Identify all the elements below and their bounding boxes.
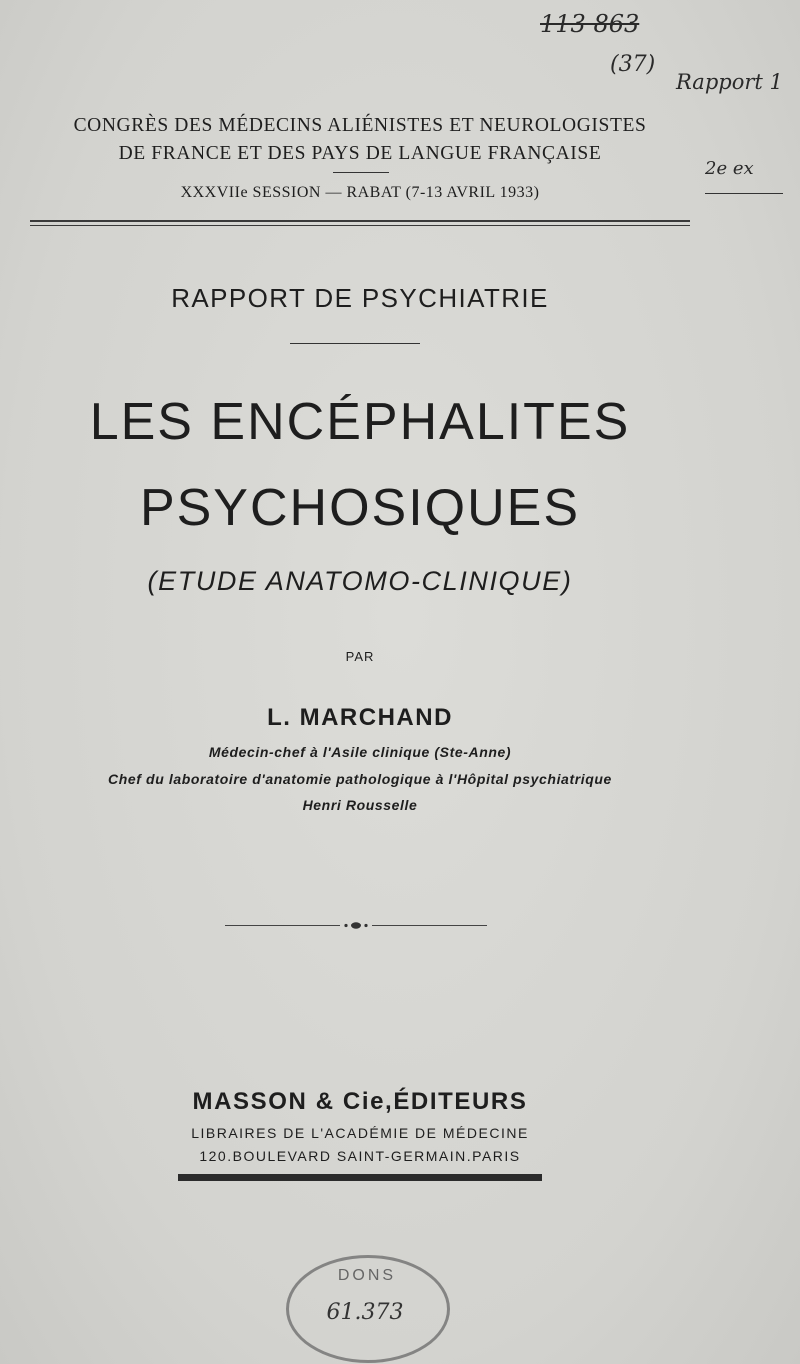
subtitle: (ETUDE ANATOMO-CLINIQUE) <box>147 566 573 596</box>
congress-line-2: DE FRANCE ET DES PAYS DE LANGUE FRANÇAISE <box>118 143 602 164</box>
session-line: XXXVIIe SESSION — RABAT (7-13 AVRIL 1933) <box>180 184 540 201</box>
title-line-1: LES ENCÉPHALITES <box>89 393 631 451</box>
double-rule-bottom <box>30 225 690 226</box>
ornament-line-right <box>372 925 487 926</box>
handwritten-catalog-number: 113 863 <box>540 10 640 38</box>
double-rule-top <box>30 220 690 222</box>
par-label: PAR <box>345 649 375 664</box>
ornament-line-left <box>225 925 340 926</box>
congress-header <box>0 112 720 168</box>
title-line-2: PSYCHOSIQUES <box>139 479 581 537</box>
handwritten-number: (37) <box>610 52 656 77</box>
publisher-line-2: 120.BOULEVARD SAINT-GERMAIN.PARIS <box>199 1148 521 1164</box>
ornament-icon <box>342 921 370 930</box>
author-name: L. MARCHAND <box>267 704 453 731</box>
stamp-label: DONS <box>337 1267 397 1284</box>
publisher-name: MASSON & Cie,ÉDITEURS <box>192 1088 528 1115</box>
publisher-bar <box>178 1174 542 1181</box>
short-rule <box>333 172 389 173</box>
stamp-number: 61.373 <box>326 1300 404 1325</box>
congress-line-1: CONGRÈS DES MÉDECINS ALIÉNISTES ET NEUROLOGISTES <box>73 115 647 136</box>
affiliation-line-3: Henri Rousselle <box>302 797 418 813</box>
affiliation-line-2: Chef du laboratoire d'anatomie pathologique à l'Hôpital psychiatrique <box>108 771 612 787</box>
affiliation-line-1: Médecin-chef à l'Asile clinique (Ste-Anne) <box>208 744 512 760</box>
publisher-line-1: LIBRAIRES DE L'ACADÉMIE DE MÉDECINE <box>191 1125 529 1141</box>
handwritten-exemplaire: 2e ex <box>705 158 754 179</box>
handwritten-rapport: Rapport 1 <box>676 70 783 94</box>
divider-rule <box>290 343 420 344</box>
report-type: RAPPORT DE PSYCHIATRIE <box>171 283 549 313</box>
